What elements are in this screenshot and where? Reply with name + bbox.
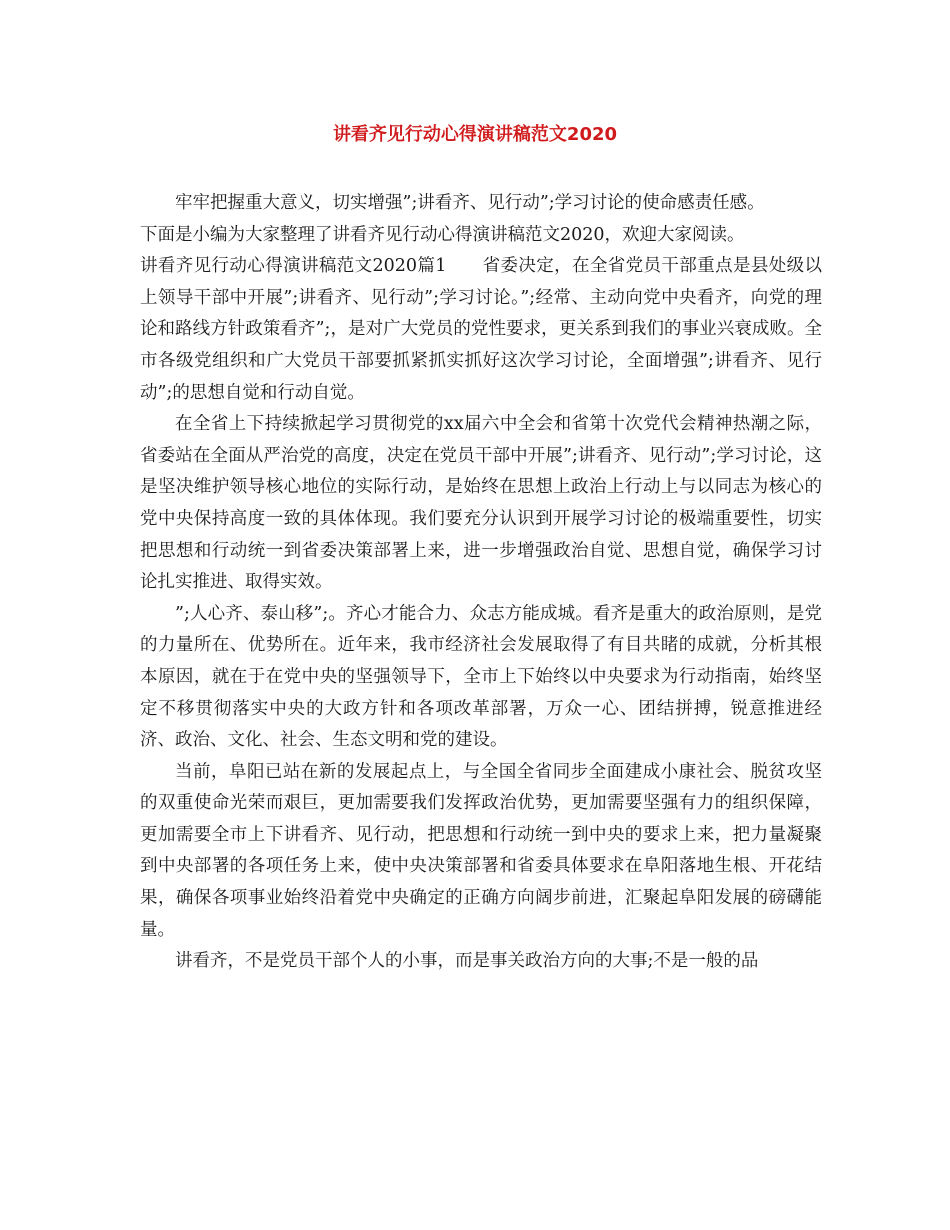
document-body bbox=[140, 188, 822, 978]
paragraph: 当前，阜阳已站在新的发展起点上，与全国全省同步全面建成小康社会、脱贫攻坚的双重使命光荣而艰巨，更加需要我们发挥政治优势，更加需要坚强有力的组织保障，更加需要全市上下讲看齐、见行动，把思想和行动统一到中央的要求上来，把力量凝聚到中央部署的各项任务上来，使中央决策部署和省委具体要求在阜阳落地生根、开花结果，确保各项事业始终沿着党中央确定的正确方向阔步前进，汇聚起阜阳发展的磅礴能量。 bbox=[140, 761, 822, 940]
paragraph: 牢牢把握重大意义，切实增强”;讲看齐、见行动”;学习讨论的使命感责任感。 bbox=[175, 193, 765, 213]
paragraph: ”;人心齐、泰山移”;。齐心才能合力、众志方能成城。看齐是重大的政治原则，是党的力量所在、优势所在。近年来，我市经济社会发展取得了有目共睹的成就，分析其根本原因，就在于在党中央的坚强领导下，全市上下始终以中央要求为行动指南，始终坚定不移贯彻落实中央的大政方针和各项改革部署，万众一心、团结拼搏，锐意推进经济、政治、文化、社会、生态文明和党的建设。 bbox=[140, 603, 822, 751]
paragraph: 讲看齐，不是党员干部个人的小事，而是事关政治方向的大事;不是一般的品 bbox=[175, 951, 759, 972]
paragraph: 讲看齐见行动心得演讲稿范文2020篇1 省委决定，在全省党员干部重点是县处级以上领导干部中开展”;讲看齐、见行动”;学习讨论。”;经常、主动向党中央看齐，向党的理论和路线方针政策看齐”;，是对广大党员的党性要求，更关系到我们的事业兴衰成败。全市各级党组织和广大党员干部要抓紧抓实抓好这次学习讨论，全面增强”;讲看齐、见行动”;的思想自觉和行动自觉。 bbox=[140, 256, 822, 403]
paragraph: 在全省上下持续掀起学习贯彻党的xx届六中全会和省第十次党代会精神热潮之际，省委站在全面从严治党的高度，决定在党员干部中开展”;讲看齐、见行动”;学习讨论，这是坚决维护领导核心地位的实际行动，是始终在思想上政治上行动上与以同志为核心的党中央保持高度一致的具体体现。我们要充分认识到开展学习讨论的极端重要性，切实把思想和行动统一到省委决策部署上来，进一步增强政治自觉、思想自觉，确保学习讨论扎实推进、取得实效。 bbox=[140, 414, 822, 593]
document-title: 讲看齐见行动心得演讲稿范文2020 bbox=[332, 124, 618, 145]
paragraph: 下面是小编为大家整理了讲看齐见行动心得演讲稿范文2020，欢迎大家阅读。 bbox=[140, 224, 745, 245]
